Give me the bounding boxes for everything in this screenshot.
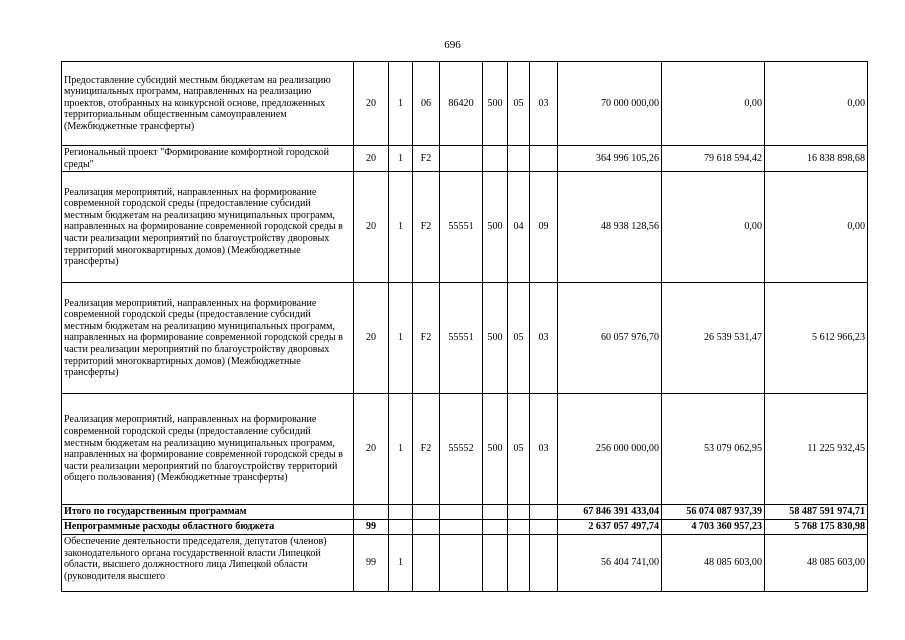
code-2: 1 — [389, 394, 413, 505]
code-4 — [440, 535, 483, 592]
amount-1: 256 000 000,00 — [558, 394, 662, 505]
amount-1: 364 996 105,26 — [558, 146, 662, 172]
code-6 — [508, 535, 530, 592]
row-name — [62, 535, 354, 592]
amount-1: 67 846 391 433,04 — [558, 505, 662, 520]
code-3: F2 — [413, 146, 440, 172]
code-1: 20 — [354, 62, 389, 146]
amount-1: 2 637 057 497,74 — [558, 520, 662, 535]
row-name: Региональный проект "Формирование комфортной городской среды" — [62, 146, 354, 172]
code-5: 500 — [483, 394, 508, 505]
code-6: 05 — [508, 394, 530, 505]
code-4 — [440, 520, 483, 535]
code-4 — [440, 146, 483, 172]
code-4: 55552 — [440, 394, 483, 505]
code-6: 05 — [508, 62, 530, 146]
code-1: 20 — [354, 172, 389, 283]
code-6: 05 — [508, 283, 530, 394]
budget-table-body — [62, 62, 868, 592]
row-name: Реализация мероприятий, направленных на формирование современной городской среды (предоставление субсидий местным бюджетам на реализацию муниципальных программ, направленных на формирование современной городской среды в части реализации мероприятий по благоустройству дворовых территорий многоквартирных домов) (Межбюджетные трансферты) — [62, 172, 354, 283]
code-6 — [508, 520, 530, 535]
code-4: 86420 — [440, 62, 483, 146]
code-1: 99 — [354, 535, 389, 592]
amount-2: 79 618 594,42 — [662, 146, 765, 172]
code-6: 04 — [508, 172, 530, 283]
code-5: 500 — [483, 172, 508, 283]
amount-3: 0,00 — [765, 62, 868, 146]
code-2: 1 — [389, 172, 413, 283]
amount-2: 48 085 603,00 — [662, 535, 765, 592]
code-6 — [508, 146, 530, 172]
amount-2: 53 079 062,95 — [662, 394, 765, 505]
code-1 — [354, 505, 389, 520]
code-7 — [530, 520, 558, 535]
code-2: 1 — [389, 283, 413, 394]
page-number: 696 — [444, 39, 461, 51]
code-4: 55551 — [440, 283, 483, 394]
code-2: 1 — [389, 146, 413, 172]
row-name: Непрограммные расходы областного бюджета — [62, 520, 354, 535]
code-3 — [413, 505, 440, 520]
code-2 — [389, 520, 413, 535]
amount-2: 0,00 — [662, 62, 765, 146]
amount-1: 56 404 741,00 — [558, 535, 662, 592]
row-name: Реализация мероприятий, направленных на формирование современной городской среды (предоставление субсидий местным бюджетам на реализацию муниципальных программ, направленных на формирование современной городской среды в части реализации мероприятий по благоустройству дворовых территорий многоквартирных домов) (Межбюджетные трансферты) — [62, 283, 354, 394]
code-3 — [413, 520, 440, 535]
table-row — [62, 283, 868, 394]
amount-3: 5 612 966,23 — [765, 283, 868, 394]
code-7: 09 — [530, 172, 558, 283]
code-2: 1 — [389, 535, 413, 592]
code-1: 20 — [354, 146, 389, 172]
code-1: 20 — [354, 394, 389, 505]
amount-1: 60 057 976,70 — [558, 283, 662, 394]
table-row-section — [62, 520, 868, 535]
amount-3: 0,00 — [765, 172, 868, 283]
code-7: 03 — [530, 62, 558, 146]
code-5 — [483, 520, 508, 535]
code-7 — [530, 146, 558, 172]
code-3: F2 — [413, 394, 440, 505]
code-3: 06 — [413, 62, 440, 146]
table-row — [62, 172, 868, 283]
amount-2: 26 539 531,47 — [662, 283, 765, 394]
amount-3: 11 225 932,45 — [765, 394, 868, 505]
row-name: Итого по государственным программам — [62, 505, 354, 520]
table-row — [62, 394, 868, 505]
table-row — [62, 62, 868, 146]
amount-3: 48 085 603,00 — [765, 535, 868, 592]
table-row-total — [62, 505, 868, 520]
amount-3: 5 768 175 830,98 — [765, 520, 868, 535]
code-1: 20 — [354, 283, 389, 394]
amount-2: 56 074 087 937,39 — [662, 505, 765, 520]
row-name-text: Обеспечение деятельности председателя, депутатов (членов) законодательного органа государственной власти Липецкой области, высшего должностного лица Липецкой области (руководителя высшего — [64, 536, 327, 582]
code-5 — [483, 535, 508, 592]
amount-2: 0,00 — [662, 172, 765, 283]
row-name: Предоставление субсидий местным бюджетам на реализацию муниципальных программ, направленных на реализацию проектов, отобранных на конкурсной основе, предложенных территориальным общественным самоуправлением (Межбюджетные трансферты) — [62, 62, 354, 146]
code-5 — [483, 146, 508, 172]
budget-table — [61, 61, 868, 592]
code-7 — [530, 505, 558, 520]
code-1: 99 — [354, 520, 389, 535]
amount-3: 58 487 591 974,71 — [765, 505, 868, 520]
code-5: 500 — [483, 62, 508, 146]
code-6 — [508, 505, 530, 520]
code-2 — [389, 505, 413, 520]
amount-3: 16 838 898,68 — [765, 146, 868, 172]
code-3 — [413, 535, 440, 592]
code-7 — [530, 535, 558, 592]
code-4 — [440, 505, 483, 520]
code-5 — [483, 505, 508, 520]
code-3: F2 — [413, 283, 440, 394]
code-4: 55551 — [440, 172, 483, 283]
code-7: 03 — [530, 283, 558, 394]
code-5: 500 — [483, 283, 508, 394]
row-name: Реализация мероприятий, направленных на формирование современной городской среды (предоставление субсидий местным бюджетам на реализацию муниципальных программ, направленных на формирование современной городской среды в части реализации мероприятий по благоустройству территорий общего пользования) (Межбюджетные трансферты) — [62, 394, 354, 505]
table-row — [62, 146, 868, 172]
amount-1: 48 938 128,56 — [558, 172, 662, 283]
table-row — [62, 535, 868, 592]
code-2: 1 — [389, 62, 413, 146]
code-3: F2 — [413, 172, 440, 283]
amount-1: 70 000 000,00 — [558, 62, 662, 146]
amount-2: 4 703 360 957,23 — [662, 520, 765, 535]
code-7: 03 — [530, 394, 558, 505]
